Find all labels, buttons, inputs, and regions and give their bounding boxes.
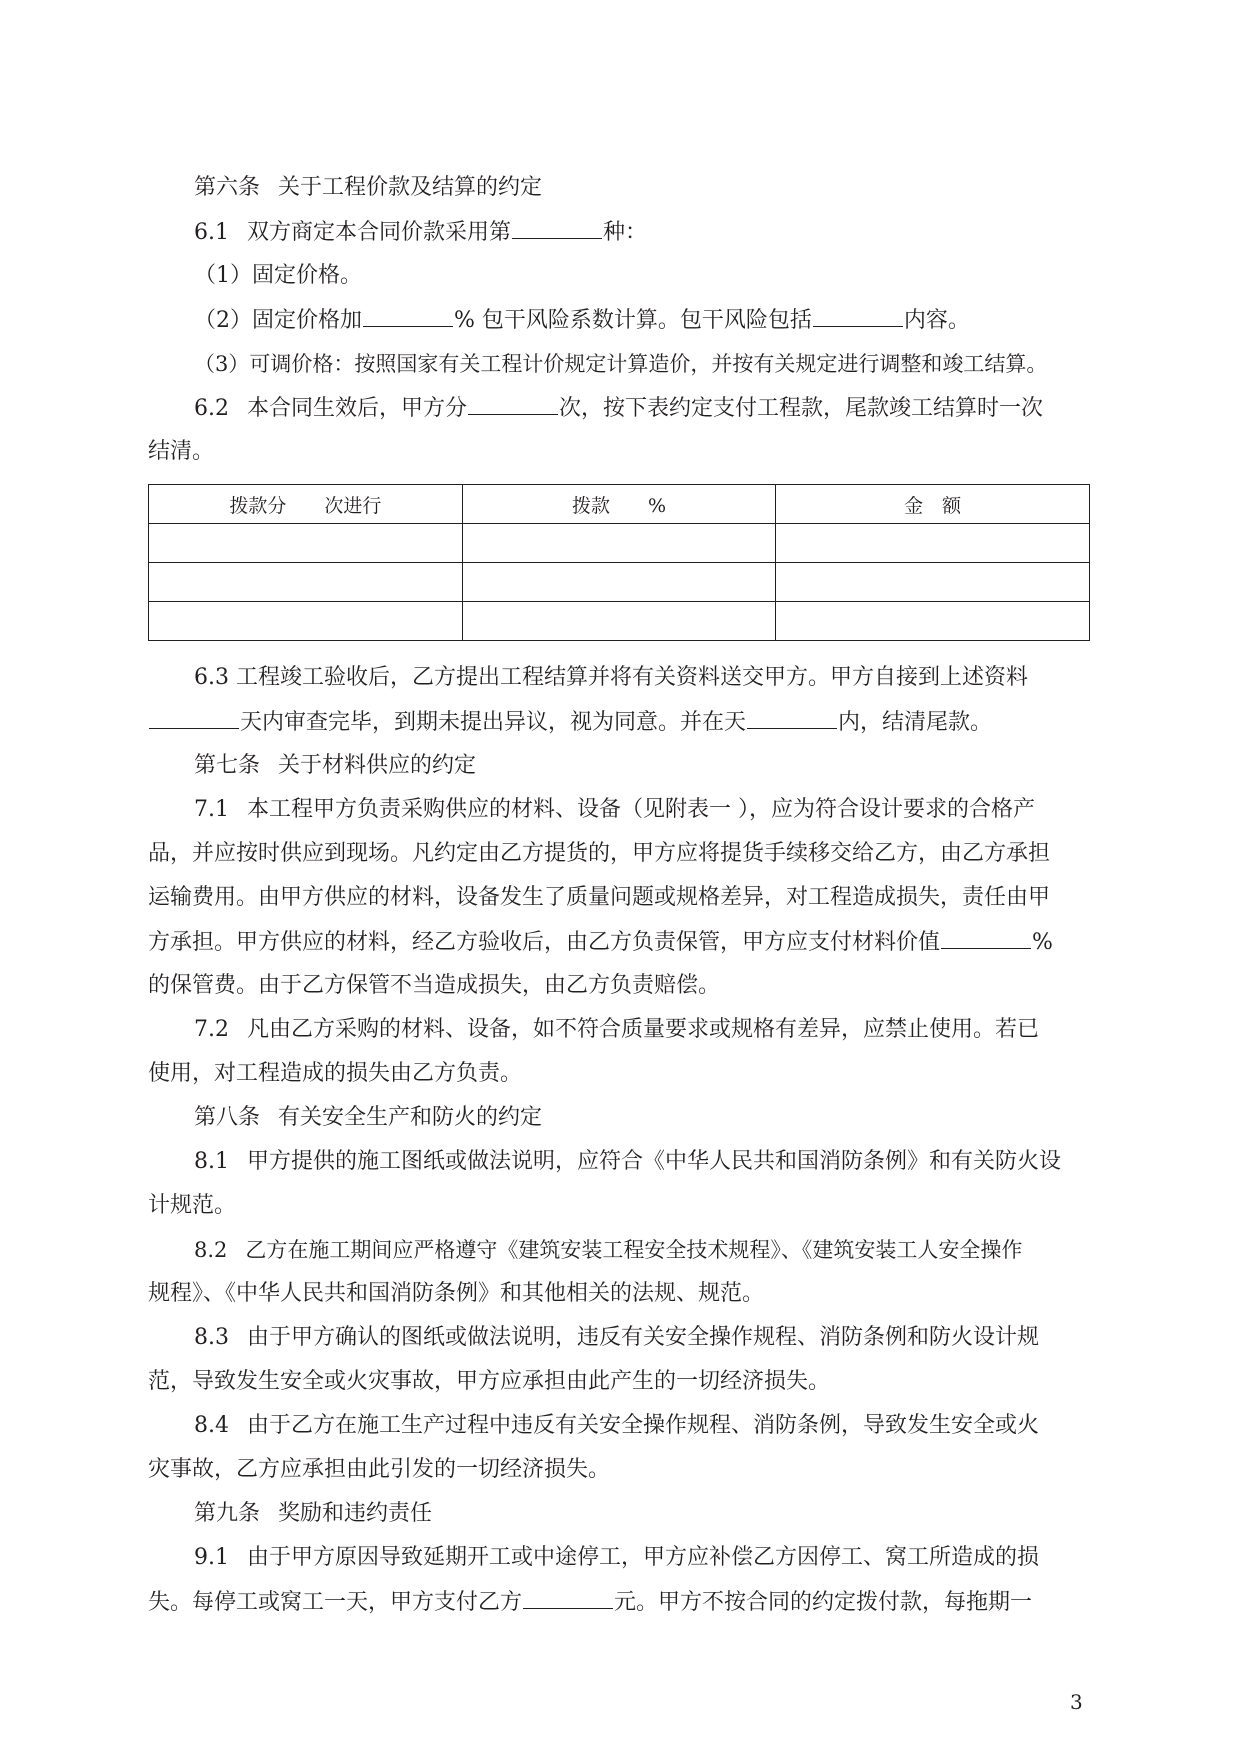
article-8-heading (194, 1102, 1136, 1134)
clause-8-2 (194, 1234, 1136, 1266)
clause-8-3-line2 (148, 1366, 1090, 1398)
fill-blank[interactable] (149, 706, 239, 729)
option-text: 可调价格：按照国家有关工程计价规定计算造价，并按有关规定进行调整和竣工结算。 (249, 352, 1048, 376)
clause-text: 结清。 (148, 439, 215, 464)
clause-text: 次，按下表约定支付工程款，尾款竣工结算时一次 (559, 396, 1044, 421)
option-2 (194, 304, 1136, 337)
option-number: （1） (194, 263, 252, 288)
fill-blank[interactable] (512, 216, 602, 239)
fill-blank[interactable] (468, 392, 558, 415)
clause-7-1-line2 (148, 838, 1090, 870)
article-7-title: 关于材料供应的约定 (278, 753, 477, 778)
clause-text: 由于甲方确认的图纸或做法说明，违反有关安全操作规程、消防条例和防火设计规 (247, 1325, 1040, 1350)
clause-number: 6.1 (194, 220, 229, 245)
clause-number: 7.2 (194, 1017, 229, 1042)
article-8-label: 第八条 (194, 1105, 261, 1130)
clause-8-3 (194, 1322, 1136, 1354)
header-amount: 金 额 (776, 485, 1090, 524)
clause-6-3 (194, 662, 1136, 694)
clause-8-2-line2 (148, 1278, 1090, 1310)
option-text: 固定价格。 (252, 263, 363, 288)
fill-blank[interactable] (523, 1586, 613, 1609)
clause-number: 8.3 (194, 1325, 229, 1350)
header-percent: 拨款 % (462, 485, 776, 524)
option-text: 内容。 (903, 308, 970, 333)
clause-7-1-line5 (148, 970, 1090, 1002)
clause-number: 8.4 (194, 1413, 229, 1438)
clause-7-2 (194, 1014, 1136, 1046)
clause-8-1-line2 (148, 1190, 1090, 1222)
clause-text: 凡由乙方采购的材料、设备，如不符合质量要求或规格有差异，应禁止使用。若已 (247, 1017, 1040, 1042)
table-cell[interactable] (462, 563, 776, 602)
article-6-label: 第六条 (194, 175, 261, 200)
article-9-label: 第九条 (194, 1501, 261, 1526)
clause-text: 由于乙方在施工生产过程中违反有关安全操作规程、消防条例，导致发生安全或火 (247, 1413, 1040, 1438)
clause-number: 8.2 (194, 1238, 228, 1262)
option-text: 固定价格加 (252, 308, 363, 333)
table-cell[interactable] (462, 524, 776, 563)
article-7-heading (194, 750, 1136, 782)
clause-text: 元。甲方不按合同的约定拨付款，每拖期一 (614, 1590, 1033, 1615)
option-3 (194, 348, 1136, 380)
table-cell[interactable] (149, 524, 463, 563)
clause-6-1 (194, 216, 1136, 249)
header-installment: 拨款分 次进行 (149, 485, 463, 524)
clause-text: 失。每停工或窝工一天，甲方支付乙方 (148, 1590, 523, 1615)
clause-6-3-cont (148, 706, 1090, 739)
clause-text: 的保管费。由于乙方保管不当造成损失，由乙方负责赔偿。 (148, 973, 721, 998)
table-header-row (149, 485, 1090, 524)
fill-blank[interactable] (813, 304, 903, 327)
table-cell[interactable] (776, 602, 1090, 641)
payment-schedule-table (148, 484, 1090, 641)
clause-number: 8.1 (194, 1149, 229, 1174)
clause-9-1-line2 (148, 1586, 1090, 1619)
option-number: （2） (194, 308, 252, 333)
clause-text: 灾事故，乙方应承担由此引发的一切经济损失。 (148, 1457, 611, 1482)
clause-7-1 (194, 794, 1136, 826)
option-text: % 包干风险系数计算。包干风险包括 (454, 308, 812, 333)
clause-text: % (1032, 930, 1053, 955)
article-9-heading (194, 1498, 1136, 1530)
page-number: 3 (1070, 1690, 1083, 1714)
table-cell[interactable] (776, 524, 1090, 563)
clause-8-4-line2 (148, 1454, 1090, 1486)
fill-blank[interactable] (941, 926, 1031, 949)
clause-text: 6.3 工程竣工验收后，乙方提出工程结算并将有关资料送交甲方。甲方自接到上述资料 (194, 665, 1028, 690)
clause-8-1 (194, 1146, 1136, 1178)
article-8-title: 有关安全生产和防火的约定 (278, 1105, 543, 1130)
clause-text: 运输费用。由甲方供应的材料，设备发生了质量问题或规格差异，对工程造成损失，责任由甲 (148, 885, 1051, 910)
table-row (149, 602, 1090, 641)
clause-text: 内，结清尾款。 (838, 710, 993, 735)
table-row (149, 563, 1090, 602)
table-cell[interactable] (462, 602, 776, 641)
clause-text: 使用，对工程造成的损失由乙方负责。 (148, 1061, 523, 1086)
clause-text: 范，导致发生安全或火灾事故，甲方应承担由此产生的一切经济损失。 (148, 1369, 831, 1394)
article-6-heading (194, 172, 1136, 204)
clause-text: 本合同生效后，甲方分 (247, 396, 468, 421)
table-cell[interactable] (149, 563, 463, 602)
clause-7-2-line2 (148, 1058, 1090, 1090)
article-7-label: 第七条 (194, 753, 261, 778)
clause-text: 品，并应按时供应到现场。凡约定由乙方提货的，甲方应将提货手续移交给乙方，由乙方承担 (148, 841, 1051, 866)
clause-6-2 (194, 392, 1136, 425)
article-6-title: 关于工程价款及结算的约定 (278, 175, 543, 200)
clause-number: 7.1 (194, 797, 229, 822)
fill-blank[interactable] (363, 304, 453, 327)
clause-text: 规程》、《中华人民共和国消防条例》和其他相关的法规、规范。 (148, 1281, 765, 1306)
clause-text: 本工程甲方负责采购供应的材料、设备（见附表一 ），应为符合设计要求的合格产 (247, 797, 1035, 822)
table-row (149, 524, 1090, 563)
clause-9-1 (194, 1542, 1136, 1574)
clause-number: 9.1 (194, 1545, 229, 1570)
clause-text: 种： (603, 220, 648, 245)
clause-8-4 (194, 1410, 1136, 1442)
article-9-title: 奖励和违约责任 (278, 1501, 433, 1526)
clause-text: 由于甲方原因导致延期开工或中途停工，甲方应补偿乙方因停工、窝工所造成的损 (247, 1545, 1040, 1570)
option-number: （3） (194, 352, 250, 376)
clause-6-2-cont (148, 436, 1090, 468)
clause-text: 天内审查完毕，到期未提出异议，视为同意。并在天 (240, 710, 747, 735)
clause-7-1-line3 (148, 882, 1090, 914)
clause-7-1-line4 (148, 926, 1090, 959)
clause-text: 方承担。甲方供应的材料，经乙方验收后，由乙方负责保管，甲方应支付材料价值 (148, 930, 941, 955)
table-cell[interactable] (149, 602, 463, 641)
clause-text: 乙方在施工期间应严格遵守《建筑安装工程安全技术规程》、《建筑安装工人安全操作 (245, 1238, 1023, 1262)
table-cell[interactable] (776, 563, 1090, 602)
clause-text: 甲方提供的施工图纸或做法说明，应符合《中华人民共和国消防条例》和有关防火设 (247, 1149, 1062, 1174)
clause-text: 双方商定本合同价款采用第 (247, 220, 512, 245)
option-1 (194, 260, 1136, 292)
clause-text: 计规范。 (148, 1193, 237, 1218)
fill-blank[interactable] (747, 706, 837, 729)
clause-number: 6.2 (194, 396, 229, 421)
